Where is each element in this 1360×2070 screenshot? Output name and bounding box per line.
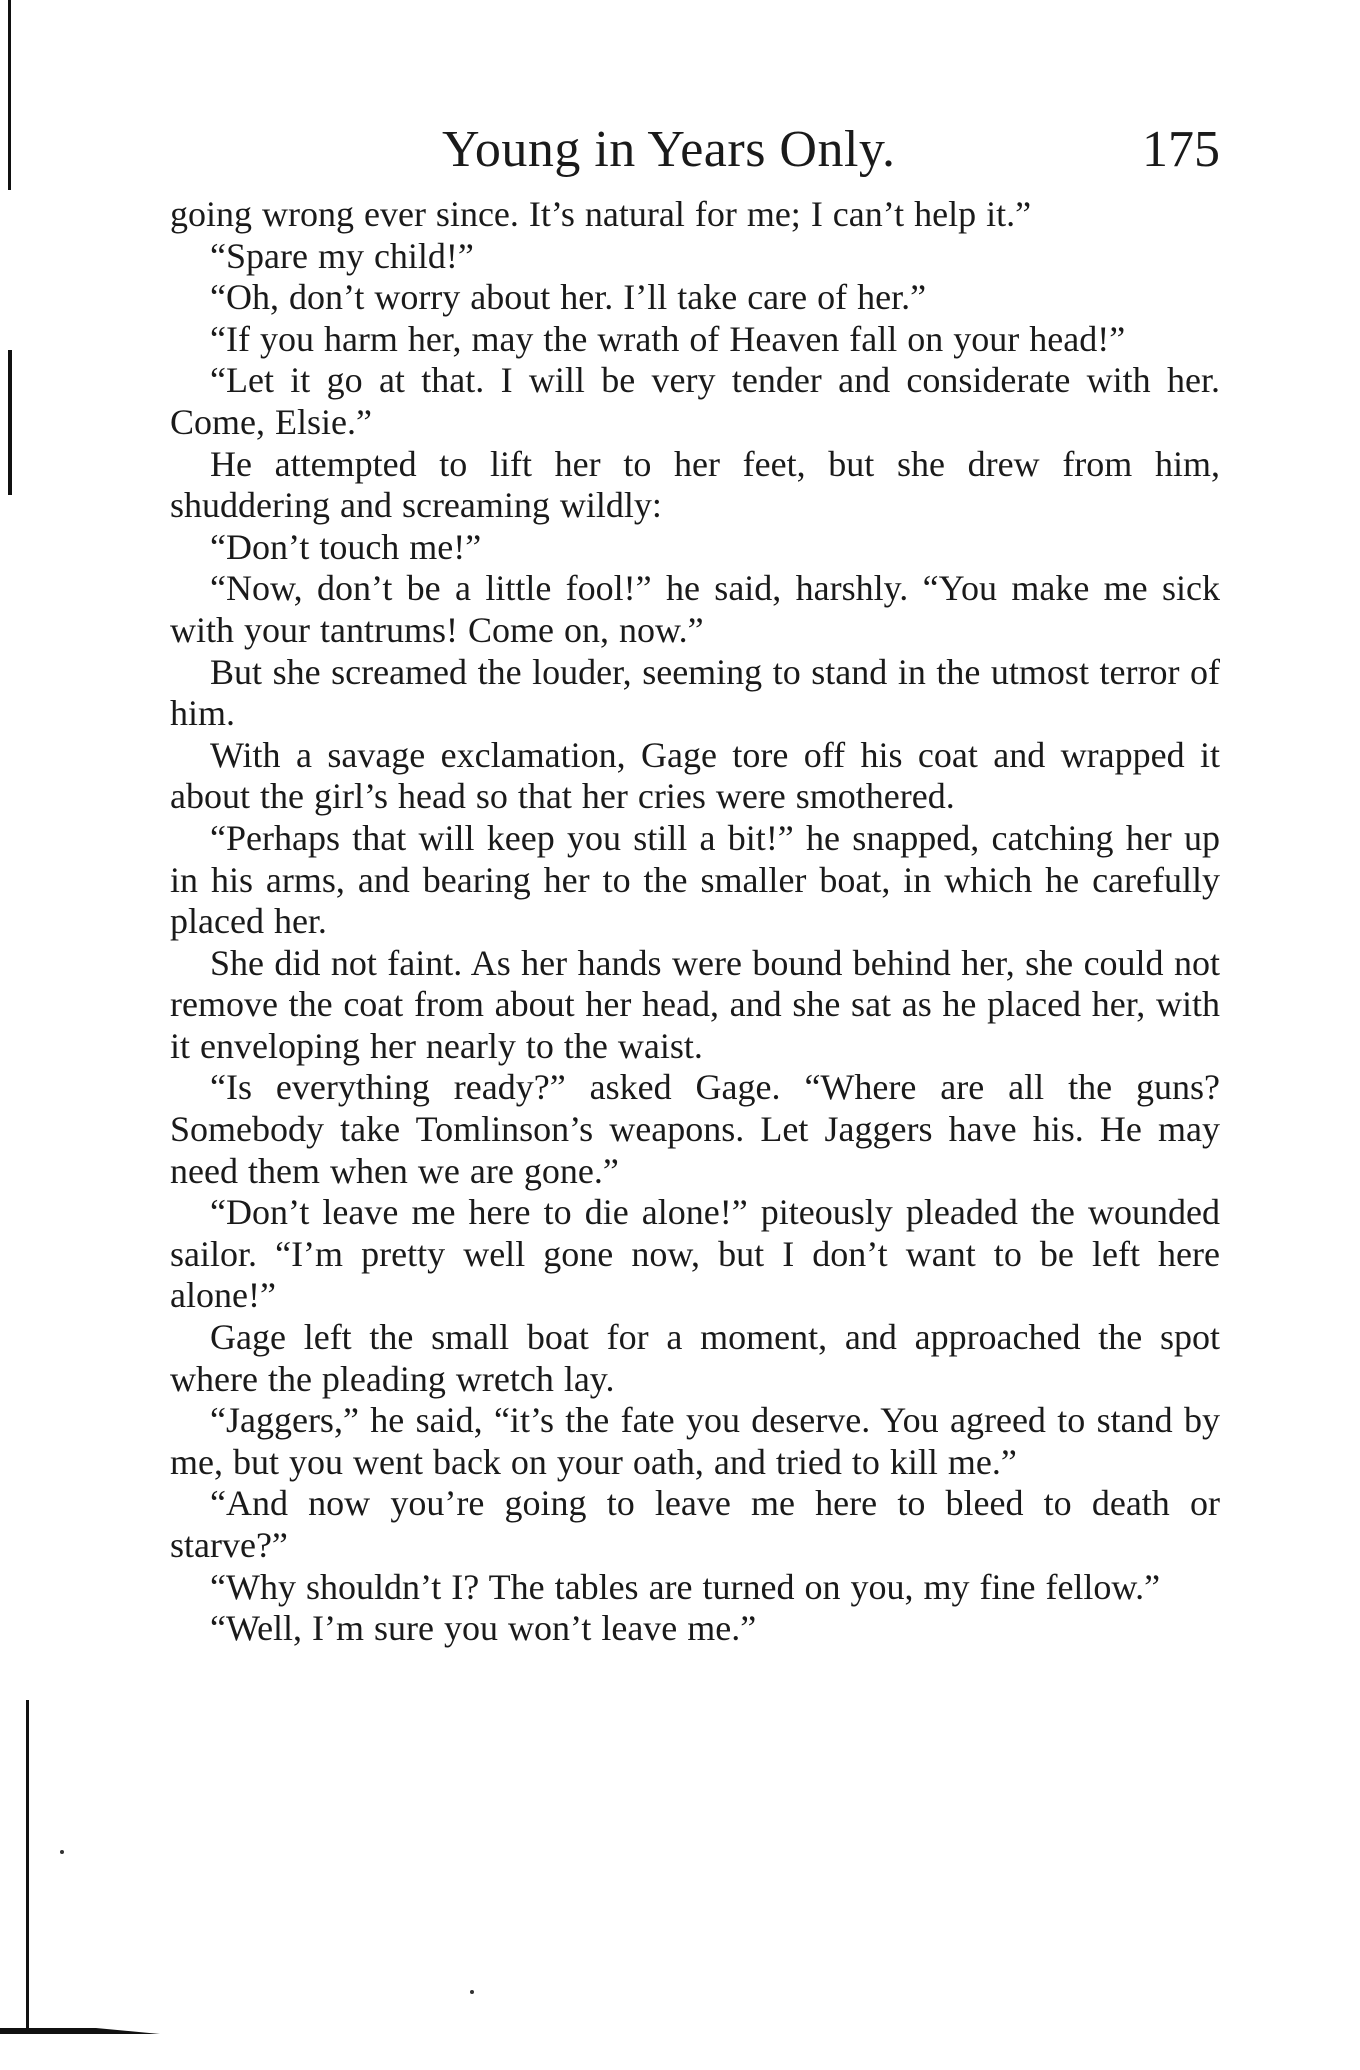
paragraph: “And now you’re going to leave me here to bleed to death or starve?”	[170, 1483, 1220, 1565]
scan-corner-mark	[0, 2028, 160, 2034]
paragraph: going wrong ever since. It’s natural for me; I can’t help it.”	[170, 194, 1032, 234]
paragraph: Gage left the small boat for a moment, and approached the spot where the pleading wretch lay.	[170, 1317, 1220, 1399]
paragraph: “Now, don’t be a little fool!” he said, harshly. “You make me sick with your tantrums! Come on, now.”	[170, 568, 1220, 650]
scan-edge-mark	[8, 0, 11, 190]
body-text	[170, 194, 1220, 1650]
scan-speck	[60, 1850, 64, 1854]
scan-edge-mark	[26, 1700, 29, 2030]
paragraph: “Don’t touch me!”	[210, 526, 482, 567]
paragraph: “Perhaps that will keep you still a bit!” he snapped, catching her up in his arms, and bearing her to the smaller boat, in which he carefully placed her.	[170, 817, 1220, 942]
scan-speck	[470, 1990, 474, 1994]
paragraph: “If you harm her, may the wrath of Heaven fall on your head!”	[210, 318, 1126, 359]
paragraph: “Jaggers,” he said, “it’s the fate you deserve. You agreed to stand by me, but you went back on your oath, and tried to kill me.”	[170, 1400, 1220, 1482]
paragraph: He attempted to lift her to her feet, but she drew from him, shuddering and screaming wildly:	[170, 443, 1220, 526]
book-page	[170, 110, 1220, 1650]
scan-edge-mark	[8, 350, 12, 495]
paragraph: But she screamed the louder, seeming to stand in the utmost terror of him.	[170, 651, 1220, 734]
paragraph: “Why shouldn’t I? The tables are turned on you, my fine fellow.”	[210, 1566, 1161, 1607]
paragraph: “Well, I’m sure you won’t leave me.”	[210, 1608, 757, 1649]
paragraph: “Oh, don’t worry about her. I’ll take care of her.”	[210, 277, 927, 318]
running-head	[170, 110, 1220, 190]
paragraph: “Let it go at that. I will be very tender and considerate with her. Come, Elsie.”	[170, 360, 1220, 442]
page-number: 175	[1142, 121, 1220, 178]
running-title: Young in Years Only.	[442, 121, 896, 178]
paragraph: With a savage exclamation, Gage tore off his coat and wrapped it about the girl’s head so that her cries were smothered.	[170, 734, 1220, 817]
paragraph: She did not faint. As her hands were bound behind her, she could not remove the coat from about her head, and she sat as he placed her, with it enveloping her nearly to the waist.	[170, 942, 1220, 1066]
paragraph: “Is everything ready?” asked Gage. “Where are all the guns? Somebody take Tomlinson’s weapons. Let Jaggers have his. He may need them when we are gone.”	[170, 1067, 1220, 1191]
paragraph: “Spare my child!”	[210, 235, 474, 276]
paragraph: “Don’t leave me here to die alone!” piteously pleaded the wounded sailor. “I’m pretty well gone now, but I don’t want to be left here alone!”	[170, 1192, 1220, 1316]
